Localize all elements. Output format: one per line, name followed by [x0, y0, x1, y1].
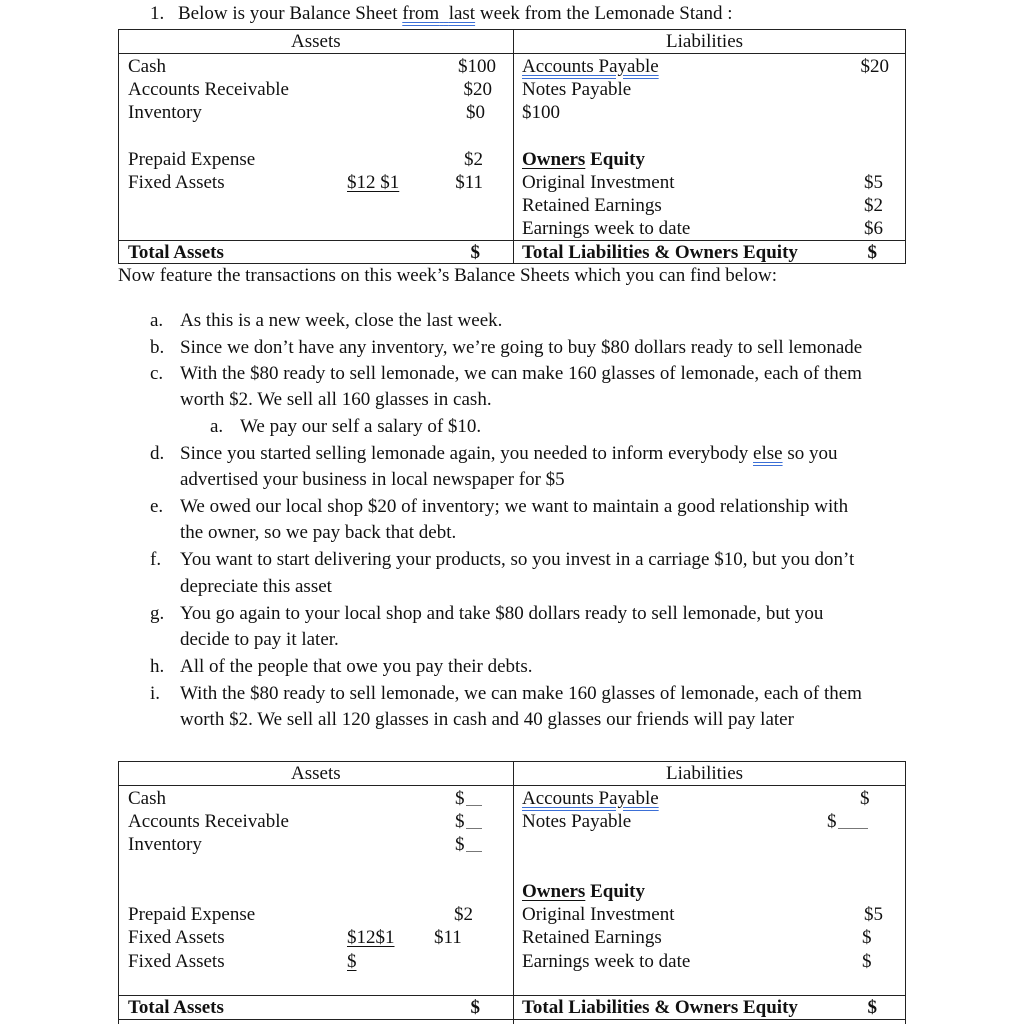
- header-divider: [119, 785, 905, 786]
- equity-value-retained-earnings[interactable]: $: [862, 927, 872, 948]
- equity-value-earnings-week-to-date: $6: [864, 218, 883, 239]
- total-assets-value: $: [470, 242, 480, 263]
- question-title: [150, 4, 733, 23]
- liabilities-header: Liabilities: [666, 763, 744, 784]
- question-text-tail: week from the Lemonade Stand :: [475, 3, 733, 24]
- asset-label-fixed-assets: Fixed Assets: [128, 172, 225, 193]
- column-divider: [513, 762, 514, 1024]
- fixed-assets-gross-and-depreciation: $12 $1: [347, 172, 400, 193]
- total-divider-top: [119, 995, 905, 996]
- equity-value-original-investment: $5: [864, 904, 883, 925]
- assets-header: Assets: [291, 763, 341, 784]
- fixed-assets-gross-and-depreciation: $12$1: [347, 927, 395, 948]
- asset-label-fixed-assets-new: Fixed Assets: [128, 951, 225, 972]
- liability-label-notes-payable: Notes Payable: [522, 811, 632, 832]
- question-text: Below is your Balance Sheet: [178, 3, 403, 24]
- total-liabilities-equity-label: Total Liabilities & Owners Equity: [522, 997, 798, 1018]
- liability-label-accounts-payable: Accounts Payable: [522, 56, 659, 77]
- asset-label-cash: Cash: [128, 788, 166, 809]
- total-assets-label: Total Assets: [128, 997, 224, 1018]
- liability-label-notes-payable: Notes Payable: [522, 79, 632, 100]
- total-liabilities-equity-value: $: [867, 242, 877, 263]
- grammar-marked-text: from last: [402, 3, 476, 24]
- asset-label-fixed-assets: Fixed Assets: [128, 927, 225, 948]
- equity-label-earnings-week-to-date: Earnings week to date: [522, 951, 691, 972]
- asset-value-inventory[interactable]: $: [455, 835, 482, 854]
- total-divider-bottom: [119, 1019, 905, 1020]
- asset-label-inventory: Inventory: [128, 834, 202, 855]
- instruction-text: Now feature the transactions on this week’s Balance Sheets which you can find below:: [118, 265, 778, 286]
- liabilities-header: Liabilities: [666, 31, 744, 52]
- asset-value-inventory: $0: [466, 102, 485, 123]
- equity-value-original-investment: $5: [864, 172, 883, 193]
- liability-value-notes-payable: $100: [522, 102, 560, 123]
- question-number: 1.: [150, 3, 165, 24]
- total-divider: [119, 240, 905, 241]
- column-divider: [513, 30, 514, 263]
- asset-label-accounts-receivable: Accounts Receivable: [128, 79, 289, 100]
- equity-label-earnings-week-to-date: Earnings week to date: [522, 218, 691, 239]
- total-liabilities-equity-label: Total Liabilities & Owners Equity: [522, 242, 798, 263]
- equity-label-retained-earnings: Retained Earnings: [522, 927, 662, 948]
- asset-value-accounts-receivable[interactable]: $: [455, 812, 482, 831]
- equity-label-retained-earnings: Retained Earnings: [522, 195, 662, 216]
- asset-value-prepaid-expense: $2: [454, 904, 473, 925]
- asset-label-prepaid-expense: Prepaid Expense: [128, 149, 256, 170]
- total-liabilities-equity-value[interactable]: $: [867, 997, 877, 1018]
- asset-label-inventory: Inventory: [128, 102, 202, 123]
- this-week-balance-sheet: [118, 761, 906, 1024]
- total-assets-label: Total Assets: [128, 242, 224, 263]
- last-week-balance-sheet: [118, 29, 906, 264]
- asset-value-fixed-assets: $11: [434, 927, 462, 948]
- equity-label-original-investment: Original Investment: [522, 904, 675, 925]
- asset-value-cash: $100: [458, 56, 496, 77]
- liability-label-accounts-payable: Accounts Payable: [522, 788, 659, 809]
- asset-label-accounts-receivable: Accounts Receivable: [128, 811, 289, 832]
- header-divider: [119, 53, 905, 54]
- equity-value-retained-earnings: $2: [864, 195, 883, 216]
- owners-equity-header: Owners Equity: [522, 149, 645, 170]
- assets-header: Assets: [291, 31, 341, 52]
- asset-value-fixed-assets-new[interactable]: $: [347, 951, 357, 972]
- total-assets-value[interactable]: $: [470, 997, 480, 1018]
- grammar-marked-word: else: [753, 443, 783, 464]
- equity-value-earnings-week-to-date[interactable]: $: [862, 951, 872, 972]
- asset-value-fixed-assets: $11: [455, 172, 483, 193]
- owners-equity-header: Owners Equity: [522, 881, 645, 902]
- liability-value-notes-payable[interactable]: $: [827, 812, 868, 831]
- liability-value-accounts-payable[interactable]: $: [860, 788, 870, 809]
- asset-value-accounts-receivable: $20: [463, 79, 492, 100]
- asset-value-cash[interactable]: $: [455, 789, 482, 808]
- equity-label-original-investment: Original Investment: [522, 172, 675, 193]
- asset-label-prepaid-expense: Prepaid Expense: [128, 904, 256, 925]
- asset-label-cash: Cash: [128, 56, 166, 77]
- asset-value-prepaid-expense: $2: [464, 149, 483, 170]
- liability-value-accounts-payable: $20: [860, 56, 889, 77]
